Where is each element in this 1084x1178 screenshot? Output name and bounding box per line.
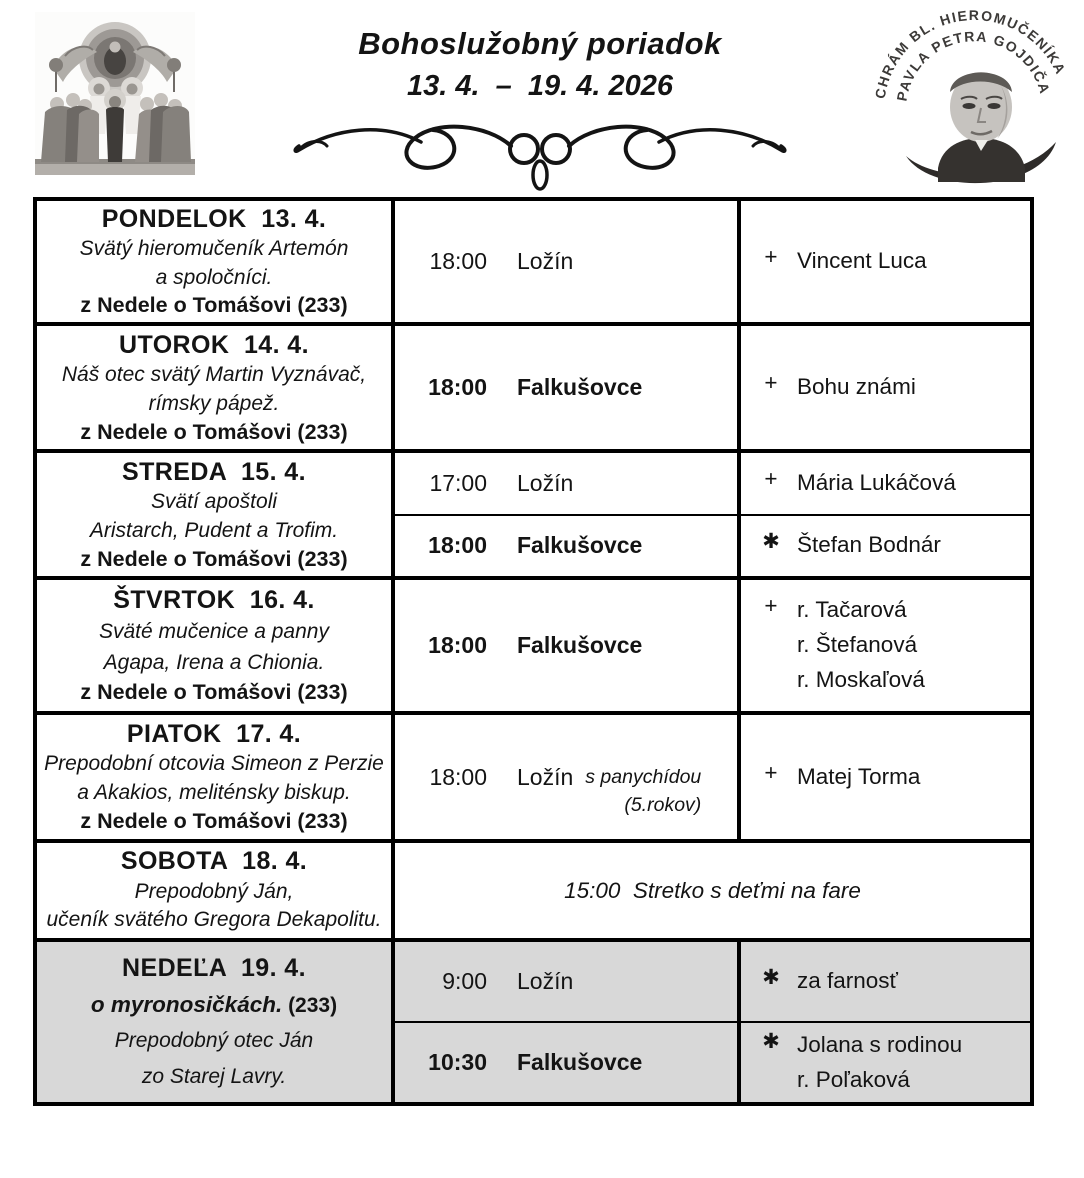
time-place-cell — [395, 516, 741, 577]
slot-row — [395, 1023, 1030, 1102]
deceased-marker-icon: + — [764, 244, 778, 270]
time-place-cell — [395, 201, 741, 322]
intention-name: Vincent Luca — [797, 248, 927, 274]
intention-names — [797, 466, 956, 501]
tone-number: (233) — [282, 994, 338, 1018]
time-place-cell — [395, 580, 741, 711]
deceased-marker-icon: + — [764, 593, 778, 619]
living-marker-icon: ✱ — [762, 966, 780, 990]
intention-inner — [757, 593, 925, 698]
slot-row — [395, 580, 1030, 711]
place-name: Ložín — [517, 469, 574, 496]
slots-area — [395, 715, 1030, 839]
seal-arc-bottom-text: PAVLA PETRA GOJDIČA — [893, 28, 1054, 103]
intention-names — [797, 528, 941, 563]
feast-line: Náš otec svätý Martin Vyznávač, — [61, 363, 367, 386]
place-name: Ložín — [517, 763, 574, 790]
feast-line: zo Starej Lavry. — [141, 1065, 287, 1088]
table-row-stvrtok — [37, 580, 1030, 715]
intention-name: r. Štefanová — [797, 632, 918, 658]
table-row-pondelok — [37, 201, 1030, 326]
day-title: NEDEĽA 19. 4. — [122, 953, 306, 982]
deceased-marker-icon: + — [764, 759, 778, 785]
slot-row — [395, 942, 1030, 1023]
intention-inner — [757, 528, 941, 563]
time-value: 9:00 — [442, 968, 487, 994]
intention-name: Štefan Bodnár — [797, 532, 941, 558]
liturgy-extra-line: (5.rokov) — [624, 794, 702, 816]
time-place-cell — [395, 1023, 741, 1102]
day-cell-nedela — [37, 942, 395, 1102]
intention-cell — [741, 715, 1030, 839]
slot-row — [395, 715, 1030, 839]
feast-line: Agapa, Irena a Chionia. — [103, 650, 325, 674]
intention-name: Mária Lukáčová — [797, 469, 956, 495]
feast-line: Prepodobný Ján, — [134, 879, 294, 903]
intention-inner — [757, 370, 916, 405]
slots-area — [395, 580, 1030, 711]
day-title: ŠTVRTOK 16. 4. — [113, 586, 315, 615]
table-row-sobota — [37, 843, 1030, 942]
place-name: Falkušovce — [517, 532, 643, 559]
liturgy-note: z Nedele o Tomášovi (233) — [80, 679, 348, 704]
deceased-marker-icon: + — [764, 465, 778, 491]
time-value: 17:00 — [429, 469, 487, 496]
day-cell-utorok — [37, 326, 395, 449]
intention-names — [797, 1028, 962, 1098]
feast-line: a Akakios, meliténsky biskup. — [77, 781, 351, 805]
intention-name: za farnosť — [797, 968, 898, 994]
intention-name: r. Poľaková — [797, 1066, 910, 1092]
page-title: Bohoslužobný poriadok — [358, 26, 722, 61]
slots-area — [395, 453, 1030, 576]
time-value: 18:00 — [429, 248, 487, 274]
intention-names — [797, 244, 927, 279]
intention-name: r. Moskaľová — [797, 666, 925, 692]
day-title: PONDELOK 13. 4. — [101, 205, 327, 234]
slots-area — [395, 326, 1030, 449]
table-row-nedela — [37, 942, 1030, 1102]
place-name: Ložín — [517, 968, 574, 994]
feast-line: učeník svätého Gregora Dekapolitu. — [46, 908, 382, 932]
intention-names — [797, 760, 920, 795]
place-name: Falkušovce — [517, 1049, 643, 1075]
intention-names — [797, 964, 898, 999]
intention-inner — [757, 760, 920, 795]
table-row-utorok — [37, 326, 1030, 453]
slots-area — [395, 843, 1030, 938]
feast-line: Prepodobný otec Ján — [114, 1029, 314, 1053]
feast-line: Sväté mučenice a panny — [99, 620, 329, 644]
feast-line: a spoločníci. — [155, 265, 273, 289]
time-value: 18:00 — [428, 374, 487, 400]
place-name: Falkušovce — [517, 374, 643, 400]
intention-names — [797, 593, 925, 698]
intention-cell — [741, 516, 1030, 577]
parish-seal-icon — [868, 6, 1080, 186]
time-value: 18:00 — [428, 532, 487, 559]
intention-cell — [741, 580, 1030, 711]
slots-area — [395, 942, 1030, 1102]
deceased-marker-icon: + — [764, 370, 778, 396]
slot-row — [395, 201, 1030, 322]
slot-row — [395, 516, 1030, 577]
time-place-cell — [395, 453, 741, 514]
intention-name: r. Tačarová — [797, 597, 907, 623]
seal-arc-top-text: CHRÁM BL. HIEROMUČENÍKA — [871, 7, 1070, 100]
liturgy-note: z Nedele o Tomášovi (233) — [80, 419, 348, 444]
time-place-cell — [395, 326, 741, 449]
ascension-icon — [35, 12, 195, 175]
intention-names — [797, 370, 916, 405]
liturgy-note: z Nedele o Tomášovi (233) — [80, 809, 348, 834]
day-title: STREDA 15. 4. — [122, 457, 306, 486]
time-value: 18:00 — [428, 632, 487, 658]
time-place-cell — [395, 715, 741, 839]
slot-row — [395, 453, 1030, 516]
liturgy-extra-line: s panychídou — [585, 765, 702, 788]
place-name: Ložín — [517, 248, 574, 274]
feast-line: Svätý hieromučeník Artemón — [79, 237, 349, 261]
liturgy-extra — [585, 763, 701, 820]
day-title: SOBOTA 18. 4. — [120, 847, 308, 876]
time-value: 18:00 — [429, 763, 487, 790]
time-place-cell — [395, 942, 741, 1021]
intention-inner — [757, 1028, 962, 1098]
living-marker-icon: ✱ — [762, 1029, 780, 1053]
intention-name: Bohu známi — [797, 374, 916, 400]
date-range: 13. 4. – 19. 4. 2026 — [406, 70, 674, 102]
header-title-block — [230, 26, 850, 103]
intention-inner — [757, 466, 956, 501]
liturgy-note: z Nedele o Tomášovi (233) — [80, 546, 348, 571]
intention-inner — [757, 244, 927, 279]
intention-cell — [741, 1023, 1030, 1102]
day-cell-streda — [37, 453, 395, 576]
feast-line: Prepodobní otcovia Simeon z Perzie — [44, 752, 384, 776]
intention-name: Matej Torma — [797, 763, 921, 789]
place-name: Falkušovce — [517, 632, 643, 658]
liturgy-note: z Nedele o Tomášovi (233) — [80, 292, 348, 317]
feast-line: rímsky pápež. — [148, 391, 280, 415]
time-value: 10:30 — [428, 1049, 487, 1075]
feast-line: Svätí apoštoli — [150, 490, 278, 513]
day-cell-stvrtok — [37, 580, 395, 711]
intention-name: Jolana s rodinou — [797, 1031, 963, 1057]
table-row-streda — [37, 453, 1030, 580]
flourish-divider-icon — [287, 116, 793, 192]
schedule-table — [33, 197, 1034, 1106]
intention-cell — [741, 201, 1030, 322]
sunday-theme-line: o myronosičkách. (233) — [90, 992, 338, 1018]
slots-area — [395, 201, 1030, 322]
feast-line: Aristarch, Pudent a Trofim. — [89, 518, 339, 542]
slot-row — [395, 326, 1030, 449]
intention-inner — [757, 964, 898, 999]
day-title: PIATOK 17. 4. — [126, 719, 302, 748]
day-cell-sobota — [37, 843, 395, 938]
day-title: UTOROK 14. 4. — [119, 330, 309, 359]
day-cell-piatok — [37, 715, 395, 839]
day-cell-pondelok — [37, 201, 395, 322]
intention-cell — [741, 453, 1030, 514]
table-row-piatok — [37, 715, 1030, 843]
intention-cell — [741, 942, 1030, 1021]
intention-cell — [741, 326, 1030, 449]
merged-event: 15:00 Stretko s deťmi na fare — [564, 877, 861, 903]
living-marker-icon: ✱ — [762, 530, 780, 554]
